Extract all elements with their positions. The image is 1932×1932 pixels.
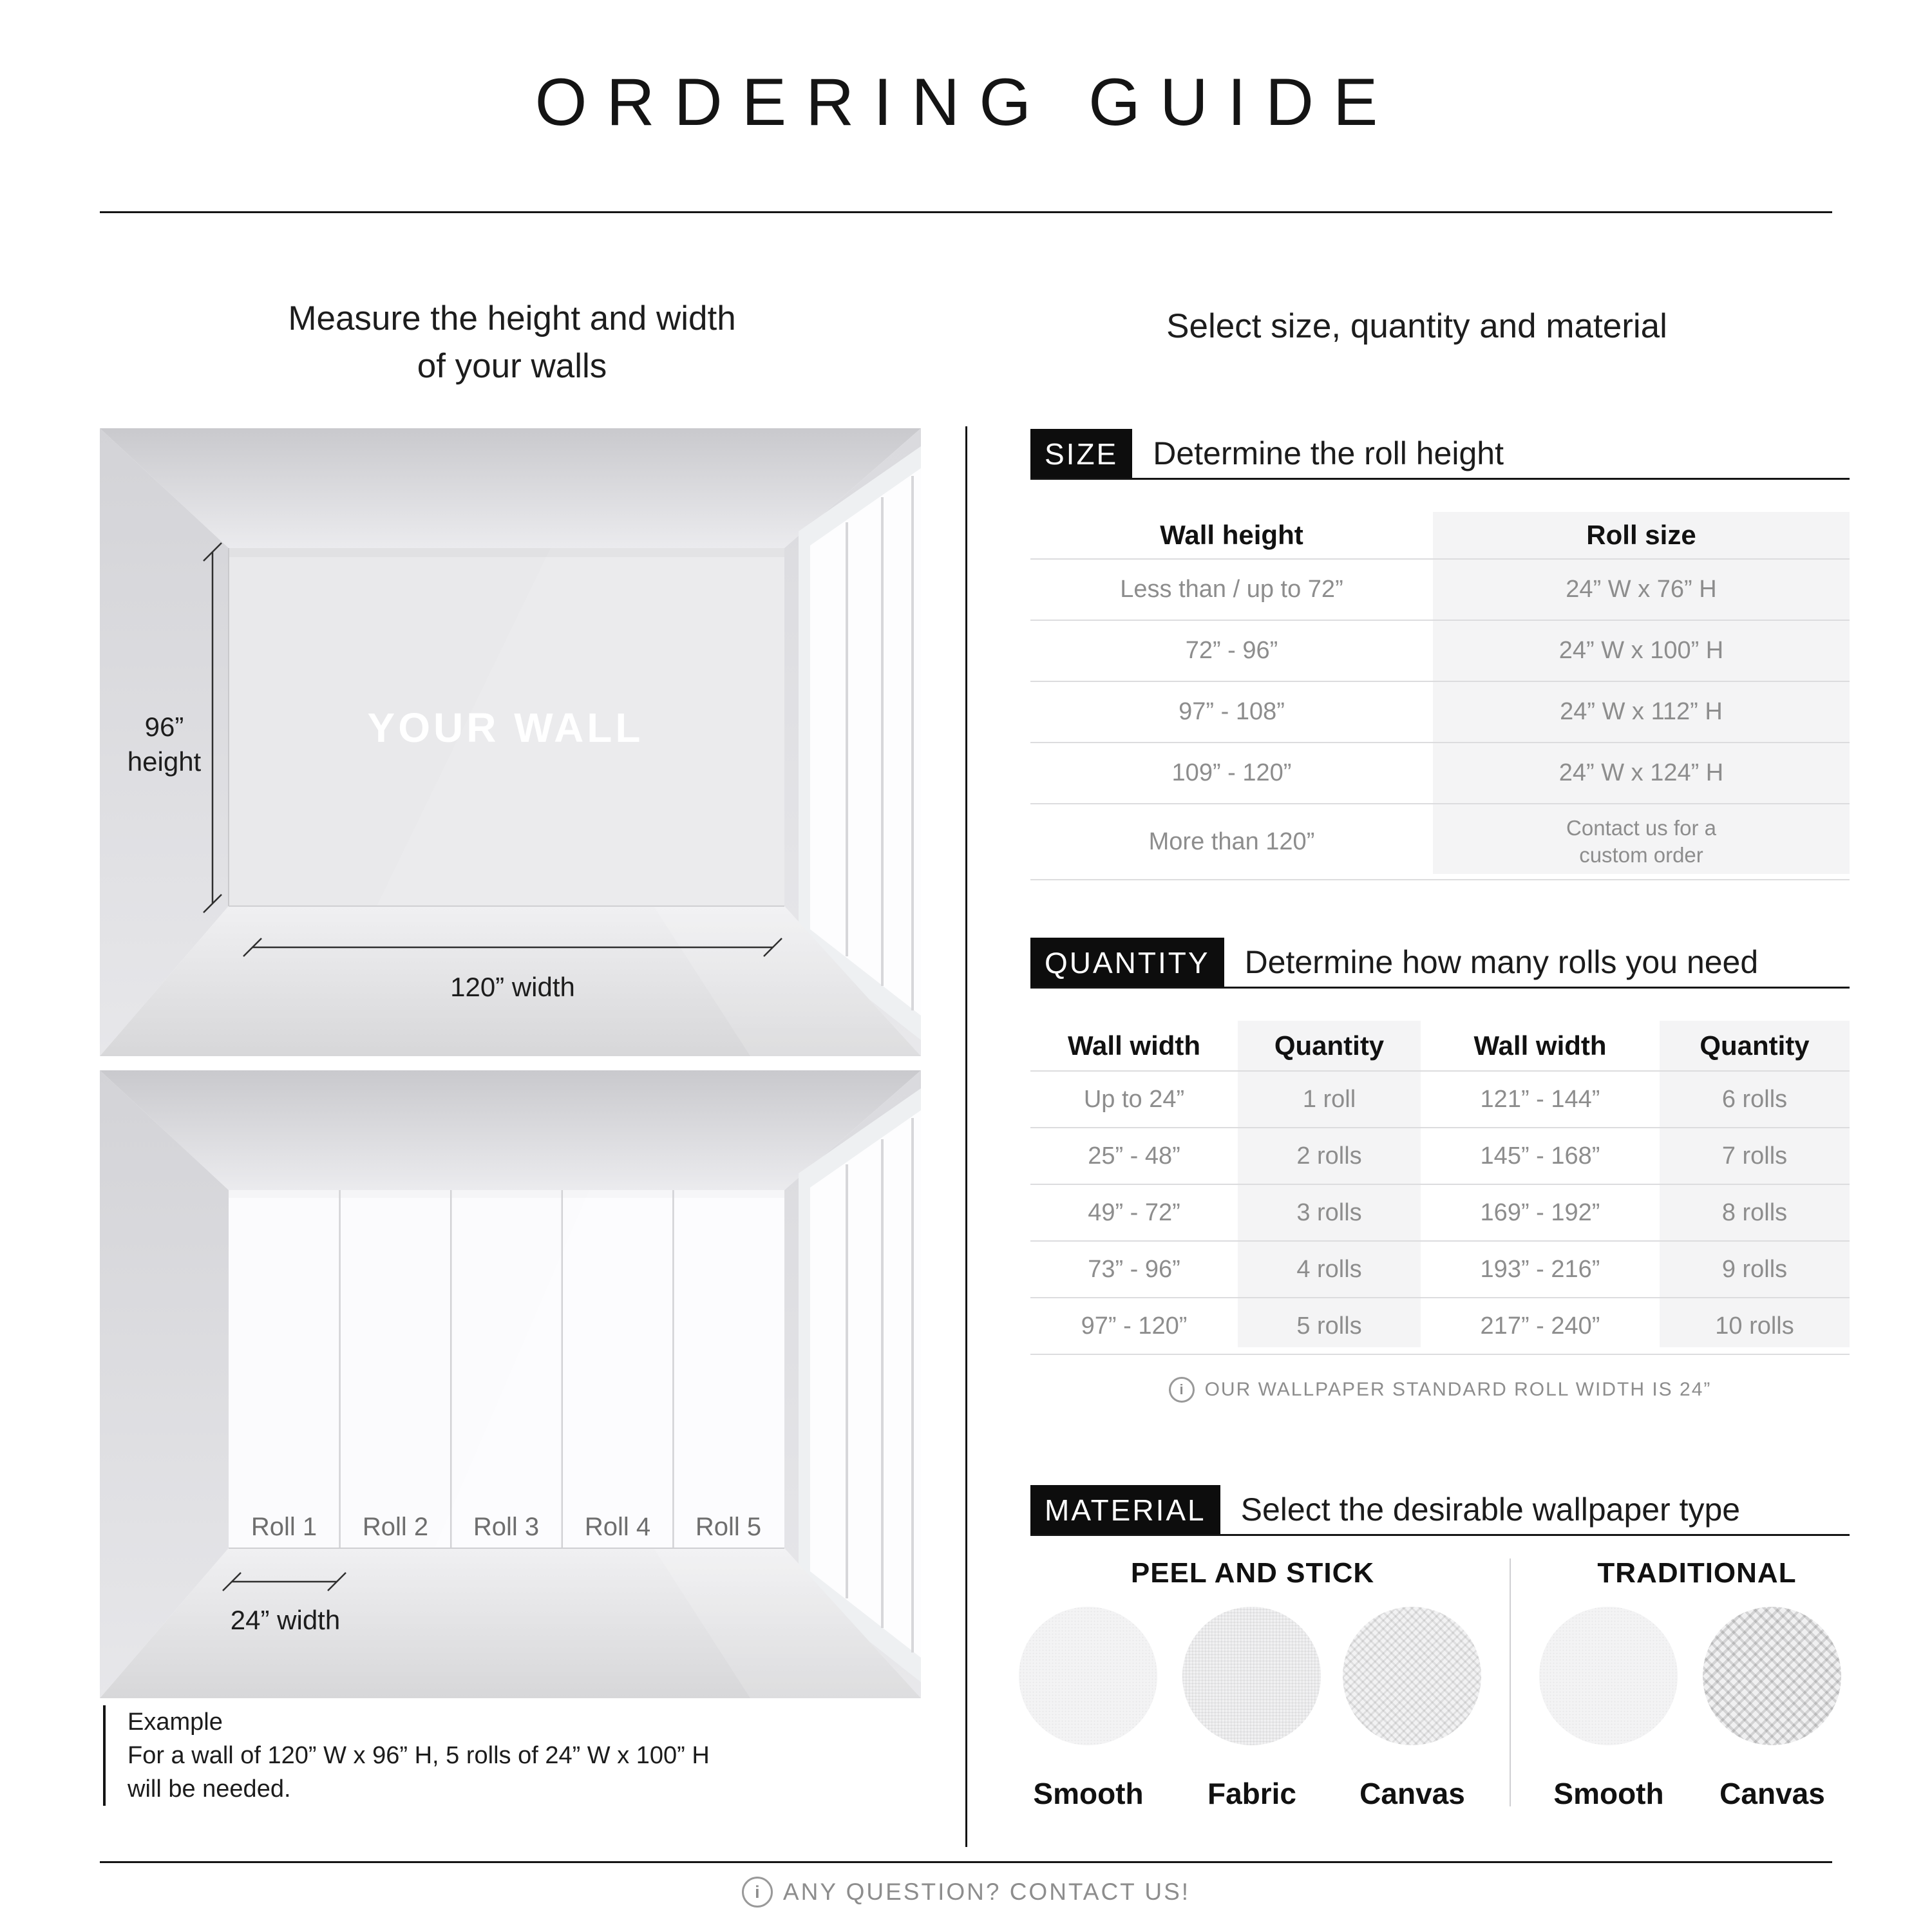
qty-r2-c2: 2 rolls: [1296, 1142, 1362, 1170]
qty-r3-c2: 3 rolls: [1296, 1198, 1362, 1226]
size-row-2: [1030, 620, 1850, 681]
qty-r2-c1: 25” - 48”: [1088, 1142, 1180, 1170]
footer-divider: [100, 1861, 1832, 1863]
swatch-label-peel-fabric: Fabric: [1207, 1777, 1297, 1810]
size-badge: SIZE: [1030, 429, 1132, 478]
qty-r4-c3: 193” - 216”: [1480, 1255, 1600, 1283]
quantity-subtitle: Determine how many rolls you need: [1244, 944, 1759, 980]
room-illustration-measure: [100, 428, 921, 1056]
room-illustration-rolls: [100, 1070, 921, 1698]
size-row-4-roll: 24” W x 124” H: [1558, 759, 1724, 786]
roll-1-label: Roll 1: [251, 1513, 317, 1541]
swatch-peel-fabric: [1182, 1607, 1321, 1745]
swatch-label-peel-smooth: Smooth: [1033, 1777, 1144, 1810]
qty-r5-c3: 217” - 240”: [1480, 1312, 1600, 1340]
size-row-1-roll: 24” W x 76” H: [1566, 576, 1717, 603]
size-row-5-wall: More than 120”: [1148, 828, 1315, 855]
quantity-row-3: [1030, 1184, 1850, 1240]
qty-r3-c4: 8 rolls: [1721, 1198, 1788, 1226]
quantity-section-header: [1030, 938, 1850, 987]
quantity-header-rule: [1030, 987, 1850, 989]
example-line1: For a wall of 120” W x 96” H, 5 rolls of 24” W x 100” H: [128, 1742, 710, 1769]
quantity-header-2: Quantity: [1700, 1030, 1810, 1061]
quantity-row-5: [1030, 1297, 1850, 1355]
quantity-row-4: [1030, 1240, 1850, 1297]
qty-r2-c3: 145” - 168”: [1480, 1142, 1600, 1170]
size-header-rule: [1030, 478, 1850, 480]
height-value-label: 96”: [144, 712, 184, 742]
window-glass: [810, 1110, 921, 1658]
size-row-3-roll: 24” W x 112” H: [1560, 698, 1723, 725]
quantity-badge: QUANTITY: [1030, 938, 1224, 987]
swatch-label-peel-canvas: Canvas: [1359, 1777, 1465, 1810]
right-column-heading: Select size, quantity and material: [1166, 307, 1667, 345]
qty-r4-c1: 73” - 96”: [1088, 1255, 1180, 1283]
title-divider: [100, 211, 1832, 213]
roll-3-label: Roll 3: [473, 1513, 540, 1541]
qty-r5-c4: 10 rolls: [1715, 1312, 1794, 1340]
window-glass: [810, 468, 921, 1016]
footer: [0, 1877, 1932, 1908]
qty-r4-c4: 9 rolls: [1721, 1255, 1788, 1283]
size-row-1-wall: Less than / up to 72”: [1120, 576, 1343, 603]
info-icon: i: [742, 1877, 773, 1908]
size-row-2-wall: 72” - 96”: [1185, 637, 1278, 664]
material-section-header: [1030, 1485, 1850, 1534]
example-block: [103, 1705, 900, 1806]
qty-r2-c4: 7 rolls: [1721, 1142, 1788, 1170]
swatch-peel-canvas: [1343, 1607, 1481, 1745]
left-heading-line2: of your walls: [417, 347, 607, 385]
size-subtitle: Determine the roll height: [1153, 435, 1504, 471]
wall-width-header-2: Wall width: [1473, 1030, 1607, 1061]
roll-width-note: [1030, 1377, 1850, 1403]
wall-height-header: Wall height: [1160, 520, 1303, 550]
example-line2: will be needed.: [128, 1776, 291, 1803]
ceiling: [100, 428, 921, 548]
qty-r1-c1: Up to 24”: [1083, 1085, 1185, 1113]
page-title: ORDERING GUIDE: [535, 65, 1397, 140]
roll-5-label: Roll 5: [695, 1513, 762, 1541]
quantity-header-1: Quantity: [1274, 1030, 1385, 1061]
size-table-header-row: [1030, 512, 1850, 558]
info-icon: i: [1169, 1377, 1195, 1403]
column-divider: [965, 426, 967, 1847]
quantity-table: [1030, 1021, 1850, 1347]
quantity-table-header-row: [1030, 1021, 1850, 1070]
ceiling: [100, 1070, 921, 1190]
roll-size-header: Roll size: [1586, 520, 1696, 550]
qty-r3-c3: 169” - 192”: [1480, 1198, 1600, 1226]
size-row-5: [1030, 803, 1850, 880]
peel-and-stick-title: PEEL AND STICK: [1130, 1557, 1375, 1589]
swatch-peel-smooth: [1019, 1607, 1157, 1745]
size-row-5-roll: Contact us for a custom order: [1566, 816, 1716, 867]
material-subtitle: Select the desirable wallpaper type: [1240, 1492, 1741, 1528]
qty-r5-c2: 5 rolls: [1296, 1312, 1362, 1340]
swatch-label-traditional-canvas: Canvas: [1719, 1777, 1825, 1810]
qty-r1-c2: 1 roll: [1302, 1085, 1356, 1113]
size-row-2-roll: 24” W x 100” H: [1558, 637, 1724, 664]
left-column-heading: [103, 295, 921, 390]
swatch-traditional-canvas: [1703, 1607, 1841, 1745]
size-row-1: [1030, 558, 1850, 620]
size-row-3: [1030, 681, 1850, 742]
size-row-4-wall: 109” - 120”: [1171, 759, 1292, 786]
material-group-divider: [1510, 1558, 1511, 1806]
qty-r1-c3: 121” - 144”: [1480, 1085, 1600, 1113]
qty-r3-c1: 49” - 72”: [1088, 1198, 1180, 1226]
roll-2-label: Roll 2: [362, 1513, 429, 1541]
swatch-label-traditional-smooth: Smooth: [1553, 1777, 1664, 1810]
size-section-header: [1030, 429, 1850, 478]
traditional-title: TRADITIONAL: [1597, 1557, 1797, 1589]
your-wall-label: YOUR WALL: [367, 705, 644, 751]
roll-width-note-text: OUR WALLPAPER STANDARD ROLL WIDTH IS 24”: [1204, 1379, 1712, 1400]
footer-note-text: ANY QUESTION? CONTACT US!: [782, 1879, 1191, 1905]
material-header-rule: [1030, 1534, 1850, 1536]
swatch-traditional-smooth: [1539, 1607, 1678, 1745]
quantity-row-1: [1030, 1070, 1850, 1127]
qty-r4-c2: 4 rolls: [1296, 1255, 1362, 1283]
roll-4-label: Roll 4: [584, 1513, 651, 1541]
material-badge: MATERIAL: [1030, 1485, 1220, 1534]
size-row-4: [1030, 742, 1850, 803]
size-row-3-wall: 97” - 108”: [1179, 698, 1285, 725]
roll-width-label: 24” width: [230, 1605, 341, 1635]
example-title: Example: [128, 1709, 223, 1736]
left-heading-line1: Measure the height and width: [288, 299, 736, 337]
quantity-row-2: [1030, 1127, 1850, 1184]
width-label: 120” width: [450, 972, 575, 1002]
qty-r1-c4: 6 rolls: [1721, 1085, 1788, 1113]
qty-r5-c1: 97” - 120”: [1081, 1312, 1188, 1340]
height-word-label: height: [127, 746, 202, 777]
size-table: [1030, 512, 1850, 874]
wall-width-header-1: Wall width: [1067, 1030, 1201, 1061]
